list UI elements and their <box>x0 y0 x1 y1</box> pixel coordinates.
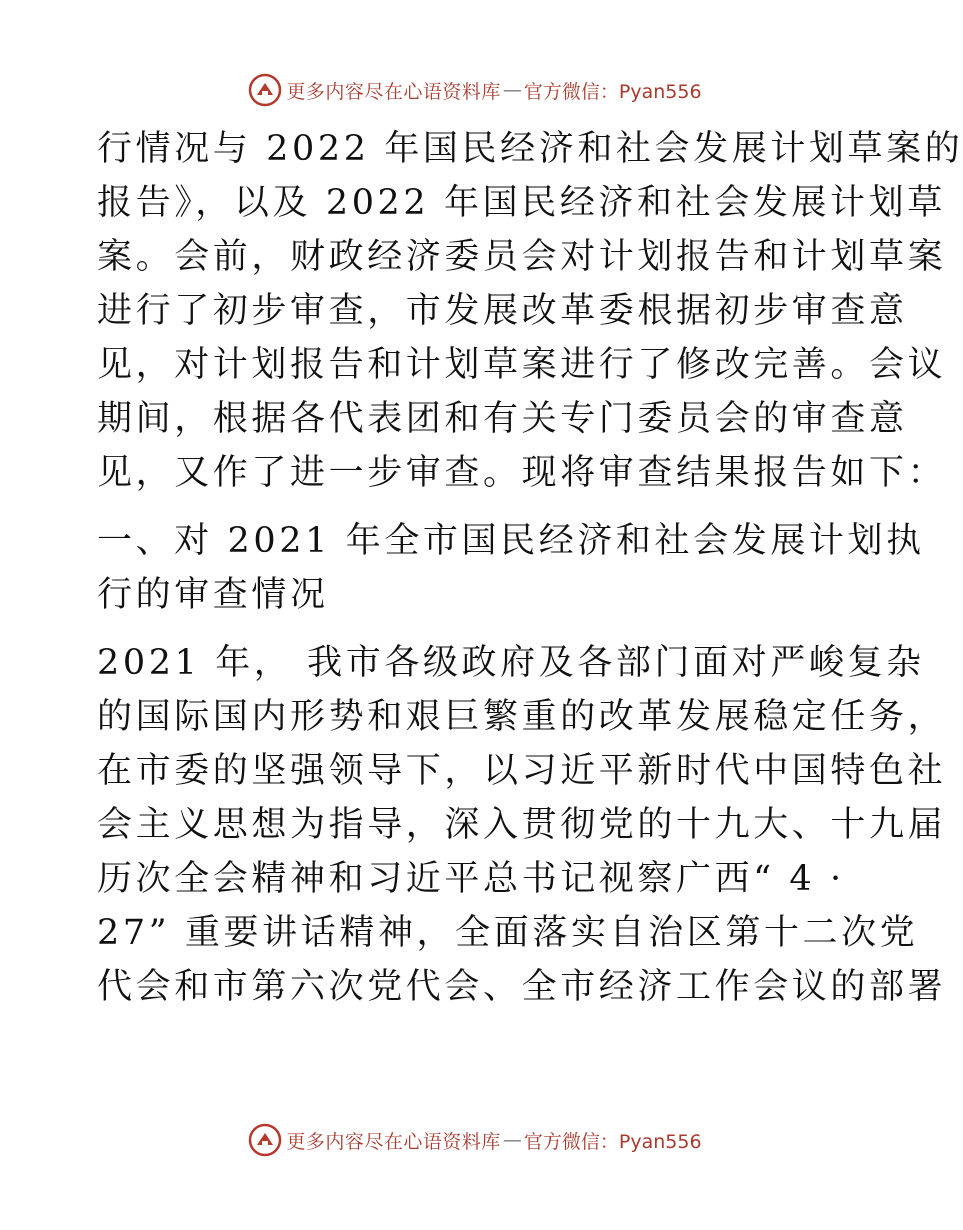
paragraph-1 <box>97 122 963 500</box>
red-book-logo-icon <box>248 73 282 107</box>
watermark-contact: 官方微信：Pyan556 <box>523 80 702 103</box>
watermark-title: 更多内容尽在心语资料库 <box>286 80 501 103</box>
watermark-separator: — <box>502 79 522 101</box>
document-body <box>97 122 963 1014</box>
text-line: 进行了初步审查，市发展改革委根据初步审查意 <box>97 291 908 331</box>
heading-line: 行的审查情况 <box>97 575 329 615</box>
watermark-footer <box>0 1122 950 1158</box>
text-line: 的国际国内形势和艰巨繁重的改革发展稳定任务， <box>97 697 947 737</box>
watermark-separator: — <box>502 1129 522 1151</box>
text-line: 2021 年， 我市各级政府及各部门面对严峻复杂 <box>97 643 925 683</box>
text-line: 期间，根据各代表团和有关专门委员会的审查意 <box>97 399 908 439</box>
heading-line: 一、对 2021 年全市国民经济和社会发展计划执 <box>97 521 925 561</box>
watermark-contact: 官方微信：Pyan556 <box>523 1130 702 1153</box>
text-line: 历次全会精神和习近平总书记视察广西“ 4 · <box>97 859 845 899</box>
text-line: 见，又作了进一步审查。现将审查结果报告如下： <box>97 453 947 493</box>
red-book-logo-icon <box>248 1123 282 1157</box>
text-line: 报告》，以及 2022 年国民经济和社会发展计划草 <box>97 183 946 223</box>
text-line: 27” 重要讲话精神，全面落实自治区第十二次党 <box>97 913 919 953</box>
watermark-title: 更多内容尽在心语资料库 <box>286 1130 501 1153</box>
watermark-header <box>0 72 950 108</box>
section-heading <box>97 514 925 622</box>
text-line: 案。会前，财政经济委员会对计划报告和计划草案 <box>97 237 947 277</box>
text-line: 会主义思想为指导，深入贯彻党的十九大、十九届 <box>97 805 947 845</box>
text-line: 在市委的坚强领导下，以习近平新时代中国特色社 <box>97 751 947 791</box>
paragraph-2 <box>97 636 947 1014</box>
text-line: 代会和市第六次党代会、全市经济工作会议的部署 <box>97 967 947 1007</box>
text-line: 行情况与 2022 年国民经济和社会发展计划草案的 <box>97 129 963 169</box>
text-line: 见，对计划报告和计划草案进行了修改完善。会议 <box>97 345 947 385</box>
